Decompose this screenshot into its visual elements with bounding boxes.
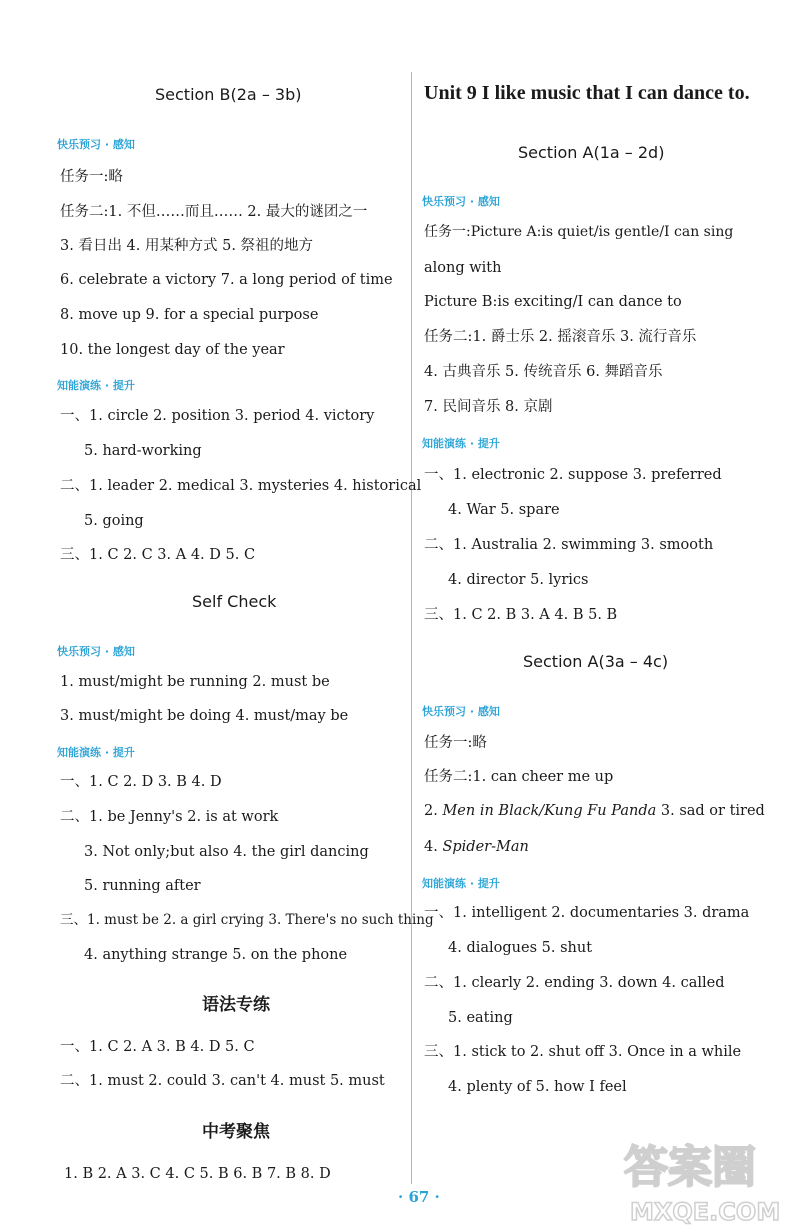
- answer-line: 2. Men in Black/Kung Fu Panda 3. sad or tired: [424, 803, 765, 819]
- answer-line: 8. move up 9. for a special purpose: [60, 307, 319, 323]
- answer-line: 二、1. must 2. could 3. can't 4. must 5. must: [60, 1073, 385, 1089]
- answer-line: 一、1. electronic 2. suppose 3. preferred: [424, 467, 722, 483]
- answer-line: 4. dialogues 5. shut: [448, 940, 593, 956]
- answer-line: 二、1. leader 2. medical 3. mysteries 4. historical: [60, 478, 422, 494]
- answer-line: 一、1. C 2. A 3. B 4. D 5. C: [60, 1039, 255, 1055]
- section-tag: 快乐预习 · 感知: [422, 705, 500, 718]
- answer-line: 任务二:1. can cheer me up: [424, 769, 614, 785]
- section-tag: 快乐预习 · 感知: [57, 138, 135, 151]
- answer-line: 一、1. intelligent 2. documentaries 3. drama: [424, 905, 750, 921]
- answer-line: 5. eating: [448, 1010, 513, 1026]
- answer-line: 任务一:Picture A:is quiet/is gentle/I can sing: [424, 224, 734, 240]
- answer-line: 一、1. circle 2. position 3. period 4. victory: [60, 408, 375, 424]
- section-tag: 快乐预习 · 感知: [422, 195, 500, 208]
- italic-title: Men in Black/Kung Fu Panda: [442, 803, 657, 819]
- italic-title: Spider-Man: [442, 839, 529, 855]
- answer-line: 4. plenty of 5. how I feel: [448, 1079, 627, 1095]
- answer-line: 1. must/might be running 2. must be: [60, 674, 330, 690]
- answer-line: 3. 看日出 4. 用某种方式 5. 祭祖的地方: [60, 238, 314, 254]
- section-tag: 知能演练 · 提升: [422, 437, 500, 450]
- answer-line: 4. 古典音乐 5. 传统音乐 6. 舞蹈音乐: [424, 364, 663, 380]
- page-number: · 67 ·: [398, 1188, 440, 1206]
- answer-line: 三、1. C 2. B 3. A 4. B 5. B: [424, 607, 618, 623]
- answer-line: 1. B 2. A 3. C 4. C 5. B 6. B 7. B 8. D: [64, 1166, 331, 1182]
- section-tag: 知能演练 · 提升: [57, 746, 135, 759]
- section-tag: 快乐预习 · 感知: [57, 645, 135, 658]
- answer-line: 三、1. C 2. C 3. A 4. D 5. C: [60, 547, 256, 563]
- answer-line: 4. War 5. spare: [448, 502, 560, 518]
- section-title: Section A(1a – 2d): [518, 143, 665, 162]
- answer-line: 3. Not only;but also 4. the girl dancing: [84, 844, 369, 860]
- answer-line: 一、1. C 2. D 3. B 4. D: [60, 774, 222, 790]
- answer-line: 6. celebrate a victory 7. a long period of time: [60, 272, 393, 288]
- section-title: Section B(2a – 3b): [155, 85, 302, 104]
- section-title: Self Check: [192, 592, 277, 611]
- answer-line: 任务二:1. 爵士乐 2. 摇滚音乐 3. 流行音乐: [424, 329, 697, 345]
- answer-line: 7. 民间音乐 8. 京剧: [424, 399, 553, 415]
- section-title: Section A(3a – 4c): [523, 652, 669, 671]
- answer-line: Picture B:is exciting/I can dance to: [424, 294, 682, 310]
- watermark-url: MXQE.COM: [630, 1198, 781, 1226]
- watermark-text: 答案圈: [624, 1142, 756, 1193]
- answer-line: 三、1. stick to 2. shut off 3. Once in a while: [424, 1044, 742, 1060]
- section-tag: 知能演练 · 提升: [57, 379, 135, 392]
- answer-line: 任务一:略: [60, 169, 123, 185]
- answer-line: 二、1. clearly 2. ending 3. down 4. called: [424, 975, 725, 991]
- unit-title: Unit 9 I like music that I can dance to.: [424, 82, 750, 104]
- watermark-logo: [618, 1130, 788, 1226]
- answer-line: 4. director 5. lyrics: [448, 572, 589, 588]
- answer-line: 4. anything strange 5. on the phone: [84, 947, 348, 963]
- answer-line: 4. Spider-Man: [424, 839, 529, 855]
- answer-line: 三、1. must be 2. a girl crying 3. There's no such thing: [60, 912, 434, 928]
- answer-line: along with: [424, 260, 502, 276]
- answer-line: 3. must/might be doing 4. must/may be: [60, 708, 349, 724]
- answer-line: 任务二:1. 不但……而且…… 2. 最大的谜团之一: [60, 204, 368, 220]
- section-title: 中考聚焦: [202, 1122, 270, 1142]
- answer-line: 二、1. Australia 2. swimming 3. smooth: [424, 537, 714, 553]
- answer-line: 5. going: [84, 513, 144, 529]
- column-divider: [411, 72, 412, 1184]
- section-tag: 知能演练 · 提升: [422, 877, 500, 890]
- answer-line: 二、1. be Jenny's 2. is at work: [60, 809, 279, 825]
- section-title: 语法专练: [202, 995, 270, 1015]
- answer-line: 10. the longest day of the year: [60, 342, 285, 358]
- answer-line: 5. running after: [84, 878, 201, 894]
- answer-line: 5. hard-working: [84, 443, 202, 459]
- answer-line: 任务一:略: [424, 735, 487, 751]
